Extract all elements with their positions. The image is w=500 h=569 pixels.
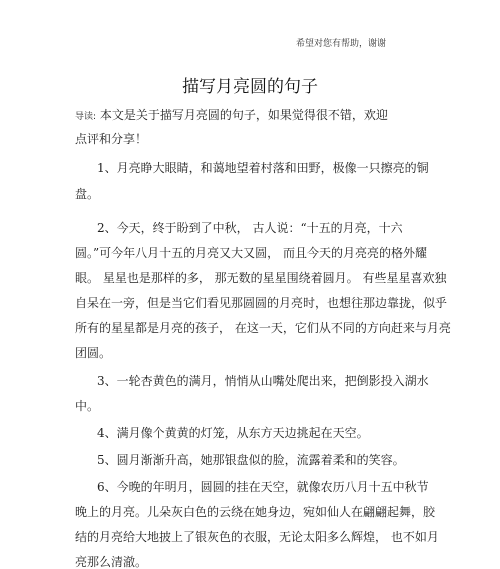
page-title: 描写月亮圆的句子 xyxy=(182,77,318,97)
paragraph-line: 所有的星星都是月亮的孩子， 在这一天，它们从不同的方向赶来与月亮 xyxy=(75,321,451,335)
paragraph-line: 6、今晚的年明月，圆圆的挂在天空，就像农历八月十五中秋节 xyxy=(97,480,429,494)
paragraph-line: 眼。 星星也是那样的多， 那无数的星星围绕着圆月。 有些星星喜欢独 xyxy=(75,271,447,285)
intro-text-1: 本文是关于描写月亮圆的句子，如果觉得很不错，欢迎 xyxy=(99,108,388,122)
paragraph-line: 中。 xyxy=(75,399,100,413)
paragraph-line: 团圆。 xyxy=(75,346,112,360)
paragraph-line: 2、今天，终于盼到了中秋， 古人说：“十五的月亮，十六 xyxy=(97,221,403,235)
paragraph-line: 3、一轮杏黄色的满月，悄悄从山嘴处爬出来，把倒影投入湖水 xyxy=(97,374,429,388)
paragraph-line: 晚上的月亮。儿朵灰白色的云绕在她身边，宛如仙人在翩翩起舞，胶 xyxy=(75,505,436,519)
paragraph-line: 圆。”可今年八月十五的月亮又大又圆， 而且今天的月亮亮的格外耀 xyxy=(75,246,427,260)
paragraph-line: 5、圆月渐渐升高，她那银盘似的脸，流露着柔和的笑容。 xyxy=(97,453,405,467)
paragraph-line: 1、月亮睁大眼睛，和蔼地望着村落和田野，极像一只擦亮的铜 xyxy=(97,161,429,175)
header-note: 希望对您有帮助，谢谢 xyxy=(296,39,387,49)
intro-line-2: 点评和分享！ xyxy=(75,132,148,146)
paragraph-line: 盘。 xyxy=(75,187,100,201)
paragraph-line: 自呆在一旁，但是当它们看见那圆圆的月亮时，也想往那边靠拢，似乎 xyxy=(75,296,448,310)
paragraph-line: 结的月亮给大地披上了银灰色的衣服，无论太阳多么辉煌， 也不如月 xyxy=(75,530,439,544)
paragraph-line: 亮那么清澈。 xyxy=(75,555,148,569)
intro-line-1 xyxy=(75,108,388,124)
paragraph-line: 4、满月像个黄黄的灯笼，从东方天边挑起在天空。 xyxy=(97,426,369,440)
intro-label: 导读: xyxy=(75,112,97,122)
